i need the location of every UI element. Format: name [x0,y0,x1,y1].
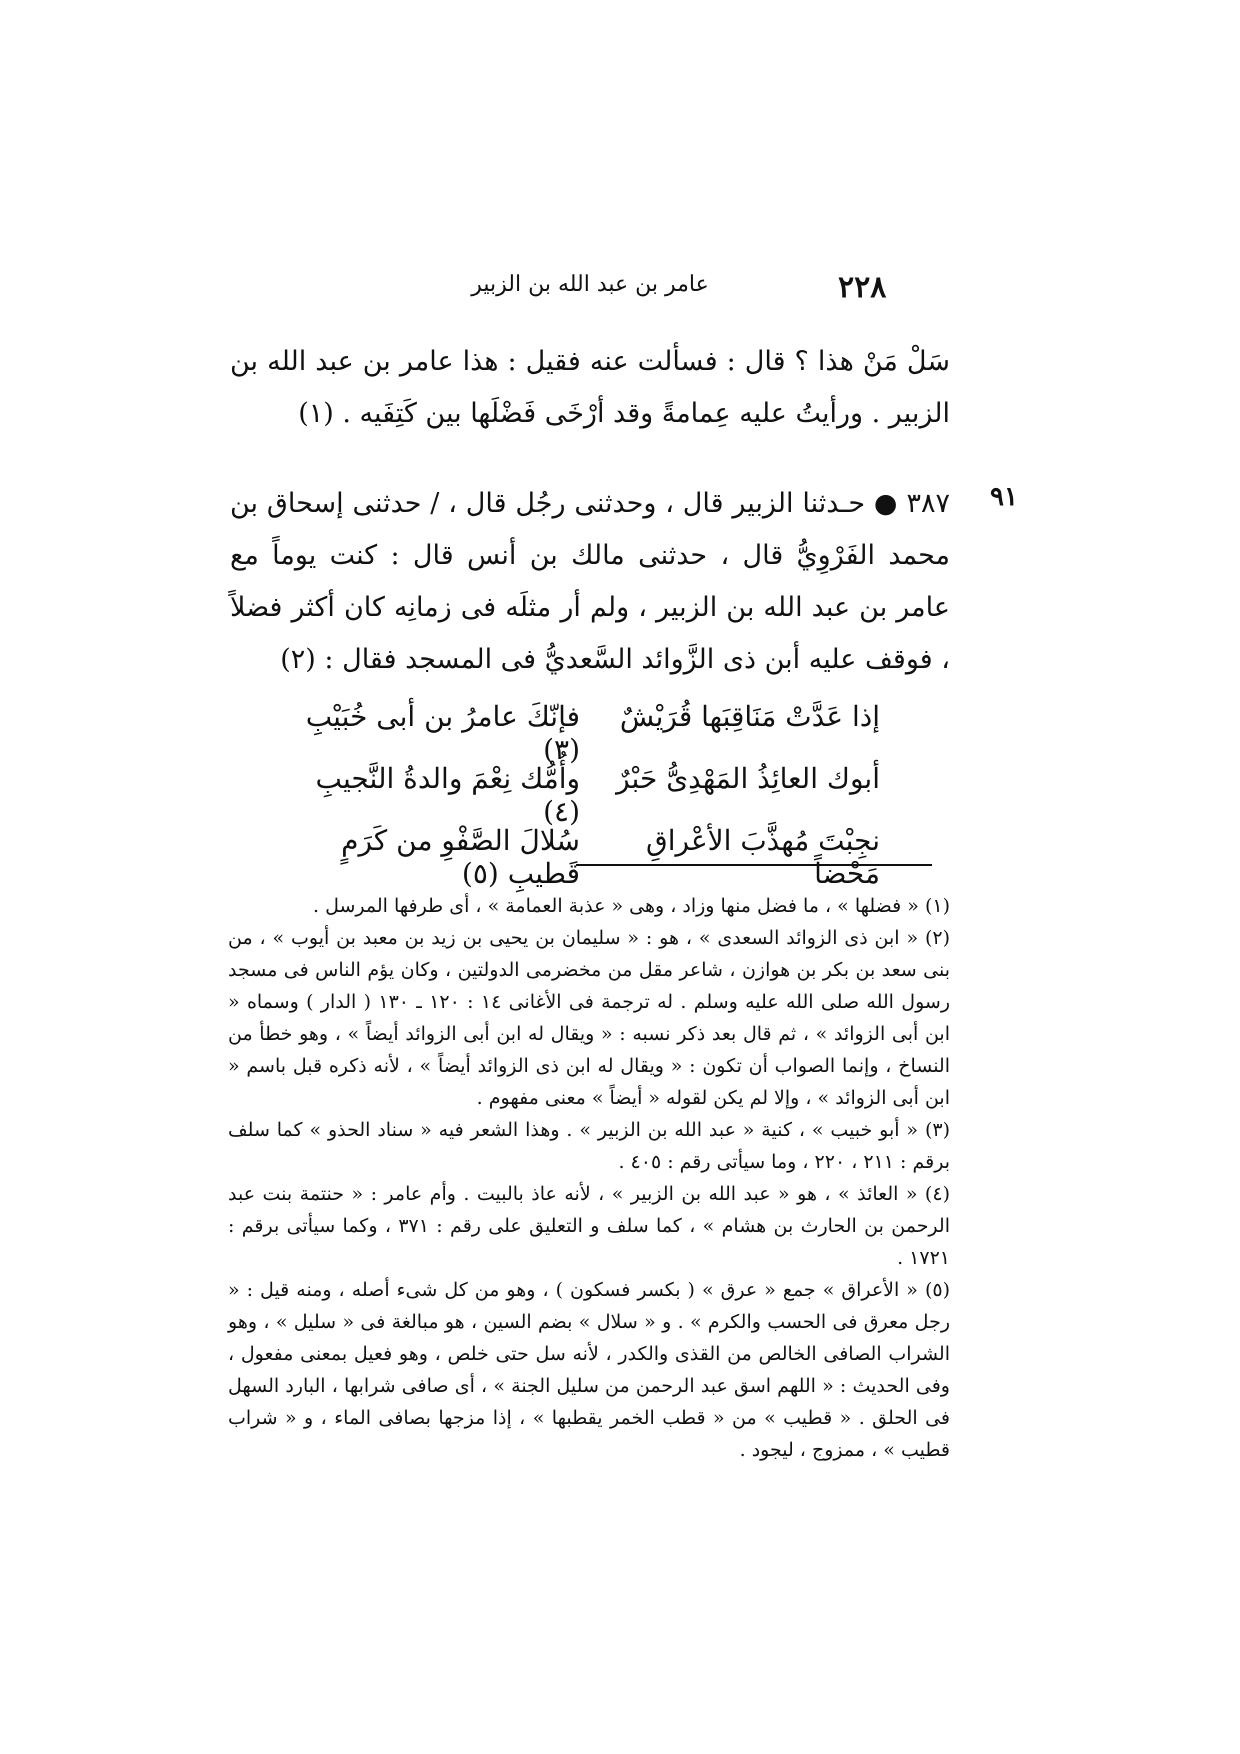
footnote: (٤) « العائذ » ، هو « عبد الله بن الزبير » ، لأنه عاذ بالبيت . وأم عامر : « حنتمة بنت عبد الرحمن بن الحارث بن هشام » ، كما سلف و التعليق على رقم : ٣٧١ ، وكما سيأتى برقم : ١٧٢١ . [228,1183,950,1269]
poem-verse [280,824,880,890]
entry-paragraph: ٣٨٧ ● حـدثنا الزبير قال ، وحدثنى رجُل قال ، / حدثنى إسحاق بن محمد الفَرْوِيُّ قال ، حدثنى مالك بن أنس قال : كنت يوماً مع عامر بن عبد الله بن الزبير ، ولم أر مثلَه فى زمانِه كان أكثر فضلاً ، فوقف عليه أبن ذى الزَّوائد السَّعديُّ فى المسجد فقال : (٢) [230,488,950,675]
continuation-paragraph: سَلْ مَنْ هذا ؟ قال : فسألت عنه فقيل : هذا عامر بن عبد الله بن الزبير . ورأيتُ عليه عِمامةً وقد أرْخَى فَضْلَها بين كَتِفَيه . (١) [230,346,950,429]
footnote-separator [576,864,932,866]
verse-second-hemistich: فإنّكَ عامرُ بن أبى خُبَيْبِ (٣) [305,700,580,766]
running-title: عامر بن عبد الله بن الزبير [471,272,709,297]
verse-first-hemistich: أبوك العائِذُ المَهْدِىُّ حَبْرٌ [616,762,880,795]
footnotes [228,890,950,1466]
footnote: (١) « فضلها » ، ما فضل منها وزاد ، وهى « عذبة العمامة » ، أى طرفها المرسل . [312,895,950,917]
margin-page-number: ٩١ [990,482,1018,512]
poem [280,700,880,890]
footnote: (٥) « الأعراق » جمع « عرق » ( بكسر فسكون ) ، وهو من كل شىء أصله ، ومنه قيل : « رجل معرق فى الحسب والكرم » . و « سلال » بضم السين ، هو مبالغة فى « سليل » ، وهو الشراب الصافى الخالص من القذى والكدر ، لأنه سل حتى خلص ، وهو فعيل بمعنى مفعول ، وفى الحديث : « اللهم اسق عبد الرحمن من سليل الجنة » ، أى صافى شرابها ، البارد السهل فى الحلق . « قطيب » من « قطب الخمر يقطبها » ، إذا مزجها بصافى الماء ، و « شراب قطيب » ، ممزوج ، ليجود . [228,1279,950,1461]
poem-verse [280,700,880,766]
verse-first-hemistich: نجِبْتَ مُهذَّبَ الأعْراقِ مَحْضاً [646,824,880,890]
verse-first-hemistich: إذا عَدَّتْ مَنَاقِبَها قُرَيْشٌ [619,700,880,733]
footnote: (٣) « أبو خبيب » ، كنية « عبد الله بن الزبير » . وهذا الشعر فيه « سناد الحذو » كما سلف برقم : ٢١١ ، ٢٢٠ ، وما سيأتى رقم : ٤٠٥ . [228,1119,950,1173]
footnote: (٢) « ابن ذى الزوائد السعدى » ، هو : « سليمان بن يحيى بن زيد بن معبد بن أيوب » ، من بنى سعد بن بكر بن هوازن ، شاعر مقل من مخضرمى الدولتين ، وكان يؤم الناس فى مسجد رسول الله صلى الله عليه وسلم . له ترجمة فى الأغانى ١٤ : ١٢٠ ـ ١٣٠ ( الدار ) وسماه « ابن أبى الزوائد » ، ثم قال بعد ذكر نسبه : « ويقال له ابن أبى الزوائد أيضاً » ، وهو خطأ من النساخ ، وإنما الصواب أن تكون : « ويقال له ابن ذى الزوائد أيضاً » ، لأنه ذكره قبل باسم « ابن أبى الزوائد » ، وإلا لم يكن لقوله « أيضاً » معنى مفهوم . [228,927,950,1109]
verse-second-hemistich: سُلالَ الصَّفْوِ من كَرَمٍ قَطيبِ (٥) [341,824,580,890]
page-number: ٢٢٨ [838,270,887,305]
verse-second-hemistich: وأُمُّك نِعْمَ والدةُ النَّجيبِ (٤) [315,762,580,828]
poem-verse [280,762,880,828]
